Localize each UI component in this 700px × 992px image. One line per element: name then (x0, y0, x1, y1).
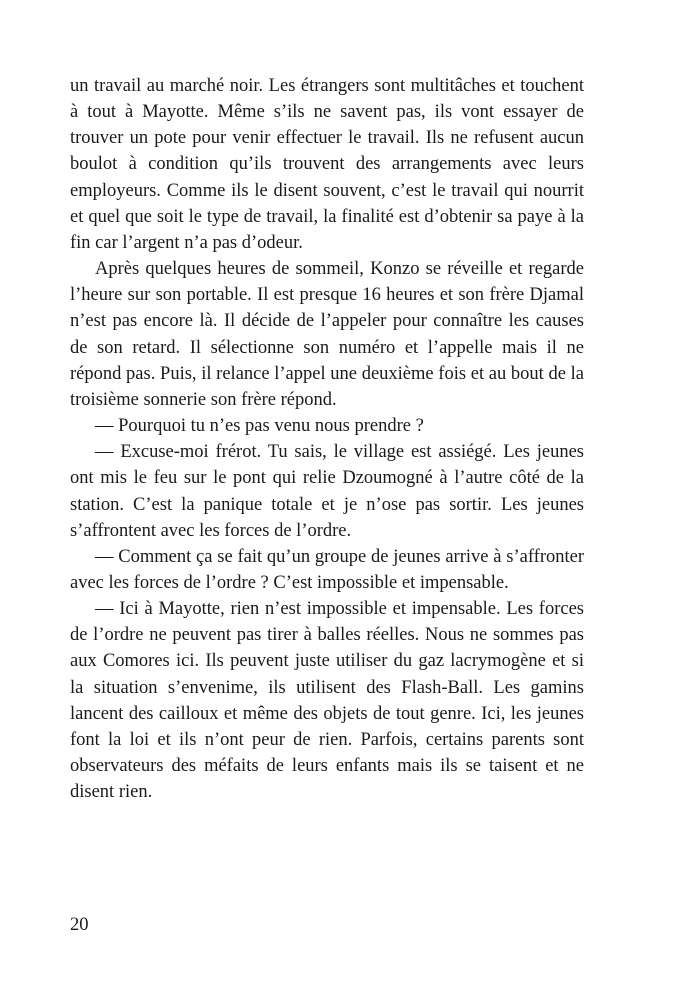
paragraph-2: Après quelques heures de sommeil, Konzo se réveille et regarde l’heure sur son portable. Il est presque 16 heures et son frère Djamal n’est pas encore là. Il décide de l’appeler pour connaître les causes de son retard. Il sélectionne son numéro et l’appelle mais il ne répond pas. Puis, il relance l’appel une deuxième fois et au bout de la troisième sonnerie son frère répond. (70, 259, 584, 410)
dialogue-line-1: — Pourquoi tu n’es pas venu nous prendre ? (95, 416, 424, 437)
page-body (70, 73, 584, 805)
dialogue-line-4: — Ici à Mayotte, rien n’est impossible et impensable. Les forces de l’ordre ne peuvent pas tirer à balles réelles. Nous ne sommes pas aux Comores ici. Ils peuvent juste utiliser du gaz lacrymogène et si la situation s’envenime, ils utilisent des Flash-Ball. Les gamins lancent des cailloux et même des objets de tout genre. Ici, les jeunes font la loi et ils n’ont peur de rien. Parfois, certains parents sont observateurs des méfaits de leurs enfants mais ils se taisent et ne disent rien. (70, 599, 584, 803)
paragraph-1: un travail au marché noir. Les étrangers sont multitâches et touchent à tout à Mayotte. Même s’ils ne savent pas, ils vont essayer de trouver un pote pour venir effectuer le travail. Ils ne refusent aucun boulot à condition qu’ils trouvent des arrangements avec leurs employeurs. Comme ils le disent souvent, c’est le travail qui nourrit et quel que soit le type de travail, la finalité est d’obtenir sa paye à la fin car l’argent n’a pas d’odeur. (70, 76, 584, 253)
dialogue-line-2: — Excuse-moi frérot. Tu sais, le village est assiégé. Les jeunes ont mis le feu sur le pont qui relie Dzoumogné à l’autre côté de la station. C’est la panique totale et je n’ose pas sortir. Les jeunes s’affrontent avec les forces de l’ordre. (70, 442, 584, 541)
dialogue-line-3: — Comment ça se fait qu’un groupe de jeunes arrive à s’affronter avec les forces de l’ordre ? C’est impossible et impensable. (70, 546, 584, 593)
page-number: 20 (70, 915, 89, 935)
